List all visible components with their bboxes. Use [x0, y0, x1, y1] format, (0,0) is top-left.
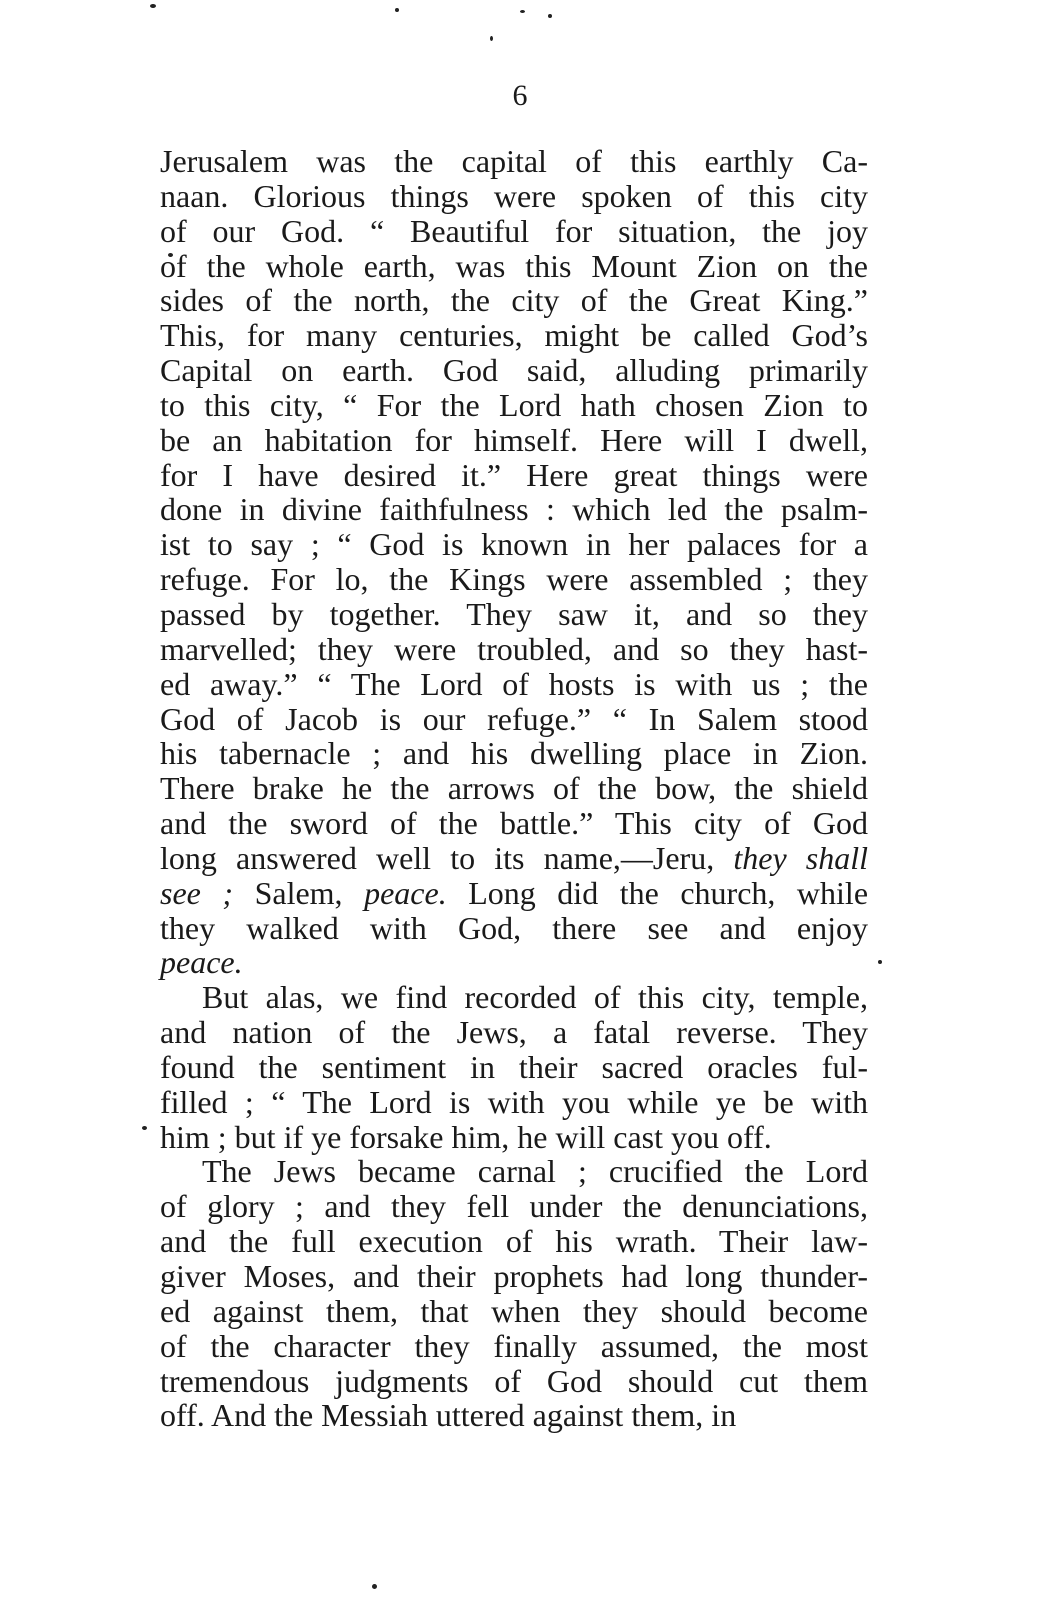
italic-text: they shall	[733, 839, 869, 876]
text-line	[160, 736, 868, 771]
text-segment: ist to say ; “ God is known in her palaces for a	[160, 526, 868, 563]
text-line	[160, 1015, 868, 1050]
text-segment: of glory ; and they fell under the denunciations,	[160, 1188, 868, 1225]
text-segment: Salem,	[233, 874, 365, 911]
text-line	[160, 353, 868, 388]
text-segment: his tabernacle ; and his dwelling place in Zion.	[160, 735, 868, 772]
text-segment: of the whole earth, was this Mount Zion on the	[160, 247, 868, 284]
text-segment: tremendous judgments of God should cut them	[160, 1362, 868, 1399]
text-line	[160, 144, 868, 179]
body-text	[160, 144, 868, 1433]
text-segment: Jerusalem was the capital of this earthly Ca-	[160, 143, 868, 179]
text-segment: off. And the Messiah uttered against them, in	[160, 1397, 737, 1434]
text-line	[160, 423, 868, 458]
text-segment: ed against them, that when they should become	[160, 1292, 868, 1329]
text-line	[160, 1189, 868, 1224]
text-line	[160, 1120, 868, 1155]
ink-speck	[142, 1126, 147, 1130]
text-segment: to this city, “ For the Lord hath chosen Zion to	[160, 386, 868, 423]
text-line	[160, 179, 868, 214]
text-segment: found the sentiment in their sacred oracles ful-	[160, 1048, 868, 1085]
text-segment: refuge. For lo, the Kings were assembled ; they	[160, 561, 868, 598]
ink-speck	[490, 36, 493, 41]
text-line	[160, 1154, 868, 1189]
text-segment: and nation of the Jews, a fatal reverse. They	[160, 1014, 868, 1051]
text-segment: naan. Glorious things were spoken of this city	[160, 177, 868, 214]
text-segment: passed by together. They saw it, and so they	[160, 595, 868, 632]
text-line	[160, 911, 868, 946]
text-line	[160, 1259, 868, 1294]
text-segment: him ; but if ye forsake him, he will cast you off.	[160, 1118, 772, 1155]
text-segment: filled ; “ The Lord is with you while ye be with	[160, 1083, 868, 1120]
ink-speck	[548, 14, 552, 18]
text-segment: of the character they finally assumed, the most	[160, 1327, 868, 1364]
text-line	[160, 1224, 868, 1259]
italic-text: see ;	[160, 874, 234, 911]
text-line	[160, 945, 868, 980]
text-line	[160, 980, 868, 1015]
text-segment: Capital on earth. God said, alluding primarily	[160, 352, 868, 389]
paragraph	[160, 980, 868, 1154]
ink-speck	[150, 4, 156, 8]
text-line	[160, 771, 868, 806]
ink-speck	[878, 960, 882, 964]
text-line	[160, 388, 868, 423]
text-segment: long answered well to its name,—Jeru,	[160, 839, 734, 876]
text-segment: God of Jacob is our refuge.” “ In Salem stood	[160, 700, 868, 737]
text-line	[160, 876, 868, 911]
text-line	[160, 667, 868, 702]
text-segment: sides of the north, the city of the Great King.”	[160, 282, 868, 319]
text-line	[160, 458, 868, 493]
text-line	[160, 1364, 868, 1399]
text-line	[160, 318, 868, 353]
paragraph	[160, 1154, 868, 1433]
text-line	[160, 806, 868, 841]
text-line	[160, 283, 868, 318]
text-segment: done in divine faithfulness : which led the psalm-	[160, 491, 868, 528]
text-segment: they walked with God, there see and enjoy	[160, 909, 868, 946]
text-line	[160, 562, 868, 597]
text-line	[160, 632, 868, 667]
text-line	[160, 1085, 868, 1120]
text-line	[160, 1050, 868, 1085]
text-segment: There brake he the arrows of the bow, the shield	[160, 770, 868, 807]
text-line	[160, 702, 868, 737]
italic-text: peace.	[364, 874, 447, 911]
text-line	[160, 1329, 868, 1364]
text-line	[160, 841, 868, 876]
text-line	[160, 249, 868, 284]
ink-speck	[520, 10, 525, 13]
ink-speck	[395, 8, 399, 12]
italic-text: peace.	[160, 944, 243, 981]
ink-speck	[372, 1584, 377, 1589]
text-segment: marvelled; they were troubled, and so they hast-	[160, 630, 868, 667]
text-segment: Long did the church, while	[446, 874, 869, 911]
text-line	[160, 527, 868, 562]
text-segment: and the sword of the battle.” This city of God	[160, 805, 868, 842]
text-segment: But alas, we find recorded of this city, temple,	[202, 979, 868, 1016]
text-line	[160, 597, 868, 632]
text-segment: ed away.” “ The Lord of hosts is with us ; the	[160, 665, 868, 702]
text-line	[160, 1294, 868, 1329]
text-line	[160, 1398, 868, 1433]
page-number: 6	[512, 79, 528, 112]
text-line	[160, 214, 868, 249]
paragraph	[160, 144, 868, 980]
text-segment: of our God. “ Beautiful for situation, the joy	[160, 212, 868, 249]
text-segment: and the full execution of his wrath. Their law-	[160, 1223, 868, 1260]
text-segment: The Jews became carnal ; crucified the Lord	[202, 1153, 868, 1190]
text-segment: This, for many centuries, might be called God’s	[160, 317, 868, 354]
text-segment: be an habitation for himself. Here will I dwell,	[160, 421, 868, 458]
text-segment: for I have desired it.” Here great things were	[160, 456, 868, 493]
text-segment: giver Moses, and their prophets had long thunder-	[160, 1258, 868, 1294]
text-line	[160, 492, 868, 527]
